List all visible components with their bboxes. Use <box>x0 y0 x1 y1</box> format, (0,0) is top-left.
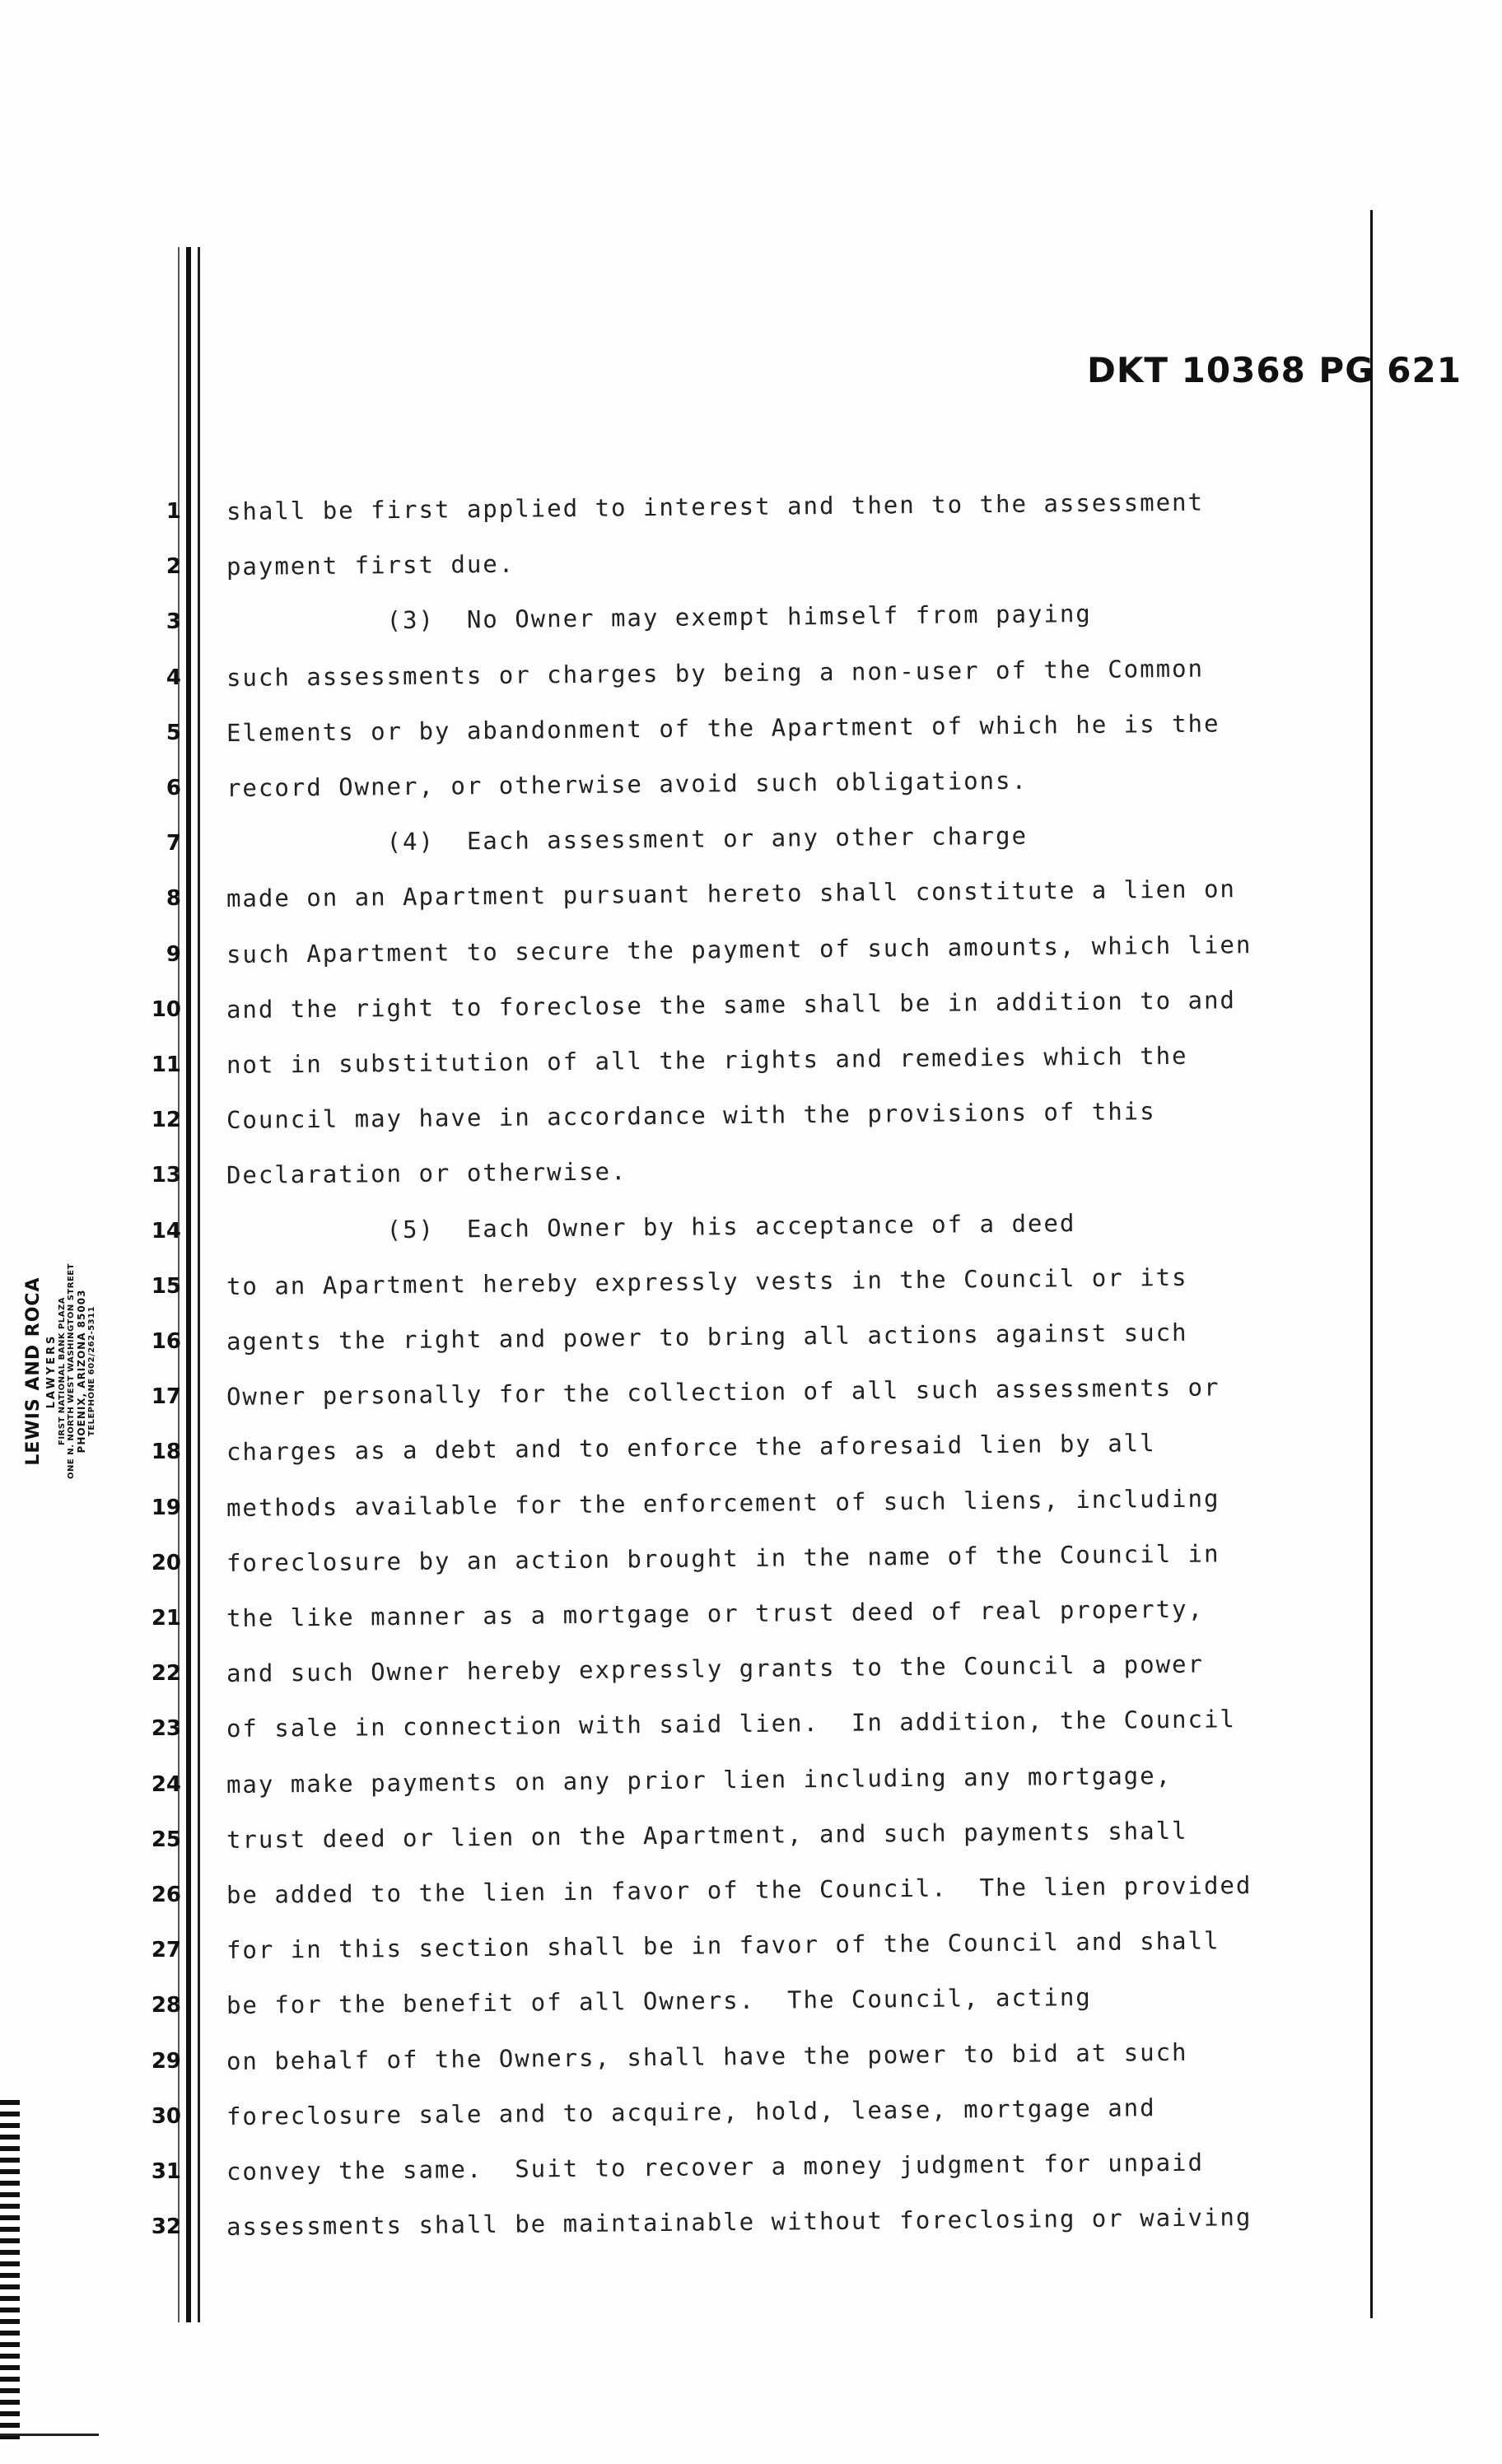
document-text-line: such assessments or charges by being a non-user of the Common <box>226 654 1205 692</box>
document-text-line: charges as a debt and to enforce the aforesaid lien by all <box>226 1429 1156 1467</box>
document-text-line: be added to the lien in favor of the Council. The lien provided <box>226 1871 1252 1909</box>
document-text-line: made on an Apartment pursuant hereto shall constitute a lien on <box>226 875 1237 913</box>
line-number: 32 <box>151 2214 181 2240</box>
line-number: 6 <box>166 776 181 800</box>
line-number: 17 <box>151 1384 181 1410</box>
margin-rule-inner <box>198 247 200 2322</box>
line-number: 25 <box>151 1827 181 1852</box>
document-text-line: Council may have in accordance with the provisions of this <box>226 1097 1156 1135</box>
document-text-line: convey the same. Suit to recover a money judgment for unpaid <box>226 2148 1205 2186</box>
firm-address-line1: FIRST NATIONAL BANK PLAZA <box>58 1297 67 1445</box>
line-number: 1 <box>166 499 181 524</box>
margin-rule-right <box>1370 210 1373 2318</box>
document-text-line: to an Apartment hereby expressly vests in the Council or its <box>226 1262 1188 1300</box>
line-number: 11 <box>151 1052 181 1077</box>
document-text-line: (5) Each Owner by his acceptance of a deed <box>226 1208 1076 1245</box>
line-number: 9 <box>166 941 181 967</box>
line-number: 8 <box>166 886 181 912</box>
document-text-line: of sale in connection with said lien. In addition, the Council <box>226 1705 1237 1743</box>
line-number: 12 <box>151 1108 181 1133</box>
document-text-line: (3) No Owner may exempt himself from paying <box>226 600 1092 637</box>
line-number: 5 <box>166 720 181 745</box>
document-text-line: may make payments on any prior lien including any mortgage, <box>226 1761 1173 1799</box>
line-number: 4 <box>166 665 181 690</box>
line-number: 29 <box>151 2048 181 2074</box>
line-number: 28 <box>151 1993 181 2018</box>
binding-edge-marks <box>0 2100 20 2446</box>
document-text-line: foreclosure sale and to acquire, hold, lease, mortgage and <box>226 2093 1156 2130</box>
document-text-line: be for the benefit of all Owners. The Council, acting <box>226 1983 1092 2020</box>
firm-name: LEWIS AND ROCA <box>23 1276 44 1466</box>
margin-rule-outer <box>186 247 191 2322</box>
line-number: 21 <box>151 1606 181 1631</box>
document-text-line: trust deed or lien on the Apartment, and such payments shall <box>226 1816 1188 1854</box>
document-text-line: the like manner as a mortgage or trust deed of real property, <box>226 1594 1205 1632</box>
line-number: 2 <box>166 554 181 580</box>
document-text-line: methods available for the enforcement of such liens, including <box>226 1484 1220 1522</box>
line-number: 20 <box>151 1550 181 1575</box>
document-text-line: such Apartment to secure the payment of such amounts, which lien <box>226 930 1252 968</box>
firm-city: PHOENIX, ARIZONA 85003 <box>76 1289 87 1454</box>
line-number: 18 <box>151 1440 181 1465</box>
line-number: 22 <box>151 1661 181 1687</box>
line-number: 3 <box>166 609 181 635</box>
firm-telephone: TELEPHONE 602/262-5311 <box>87 1305 96 1437</box>
document-text-line: agents the right and power to bring all actions against such <box>226 1318 1188 1356</box>
line-number: 13 <box>151 1163 181 1188</box>
line-number: 15 <box>151 1273 181 1299</box>
document-text-line: Declaration or otherwise. <box>226 1157 627 1190</box>
document-text-line: not in substitution of all the rights and remedies which the <box>226 1041 1188 1079</box>
document-text-line: shall be first applied to interest and then to the assessment <box>226 488 1205 525</box>
line-number: 24 <box>151 1771 181 1797</box>
line-number: 14 <box>151 1218 181 1244</box>
document-text-line: foreclosure by an action brought in the name of the Council in <box>226 1539 1220 1577</box>
document-text-line: (4) Each assessment or any other charge <box>226 821 1029 858</box>
document-text-line: Elements or by abandonment of the Apartment of which he is the <box>226 709 1220 747</box>
firm-address-line2: ONE N. NORTH WEST WASHINGTON STREET <box>67 1263 76 1479</box>
document-text-line: assessments shall be maintainable without foreclosing or waiving <box>226 2203 1252 2242</box>
document-text-line: on behalf of the Owners, shall have the power to bid at such <box>226 2037 1188 2075</box>
line-number: 10 <box>151 996 181 1022</box>
bottom-edge-line <box>0 2434 99 2436</box>
line-number: 19 <box>151 1495 181 1520</box>
line-number: 7 <box>166 831 181 856</box>
document-reference-stamp: DKT 10368 PG 621 <box>1087 350 1462 390</box>
document-text-line: record Owner, or otherwise avoid such obligations. <box>226 766 1029 802</box>
document-text-line: for in this section shall be in favor of the Council and shall <box>226 1926 1220 1965</box>
line-number: 31 <box>151 2159 181 2184</box>
line-number: 30 <box>151 2103 181 2129</box>
firm-title: LAWYERS <box>45 1333 58 1409</box>
document-text-line: Owner personally for the collection of all such assessments or <box>226 1373 1220 1412</box>
line-number: 16 <box>151 1329 181 1354</box>
line-number: 26 <box>151 1883 181 1907</box>
document-text-line: and such Owner hereby expressly grants to the Council a power <box>226 1650 1205 1688</box>
line-number: 27 <box>151 1938 181 1963</box>
document-text-line: and the right to foreclose the same shall be in addition to and <box>226 986 1237 1024</box>
line-number: 23 <box>151 1716 181 1742</box>
document-text-line: payment first due. <box>226 549 515 581</box>
